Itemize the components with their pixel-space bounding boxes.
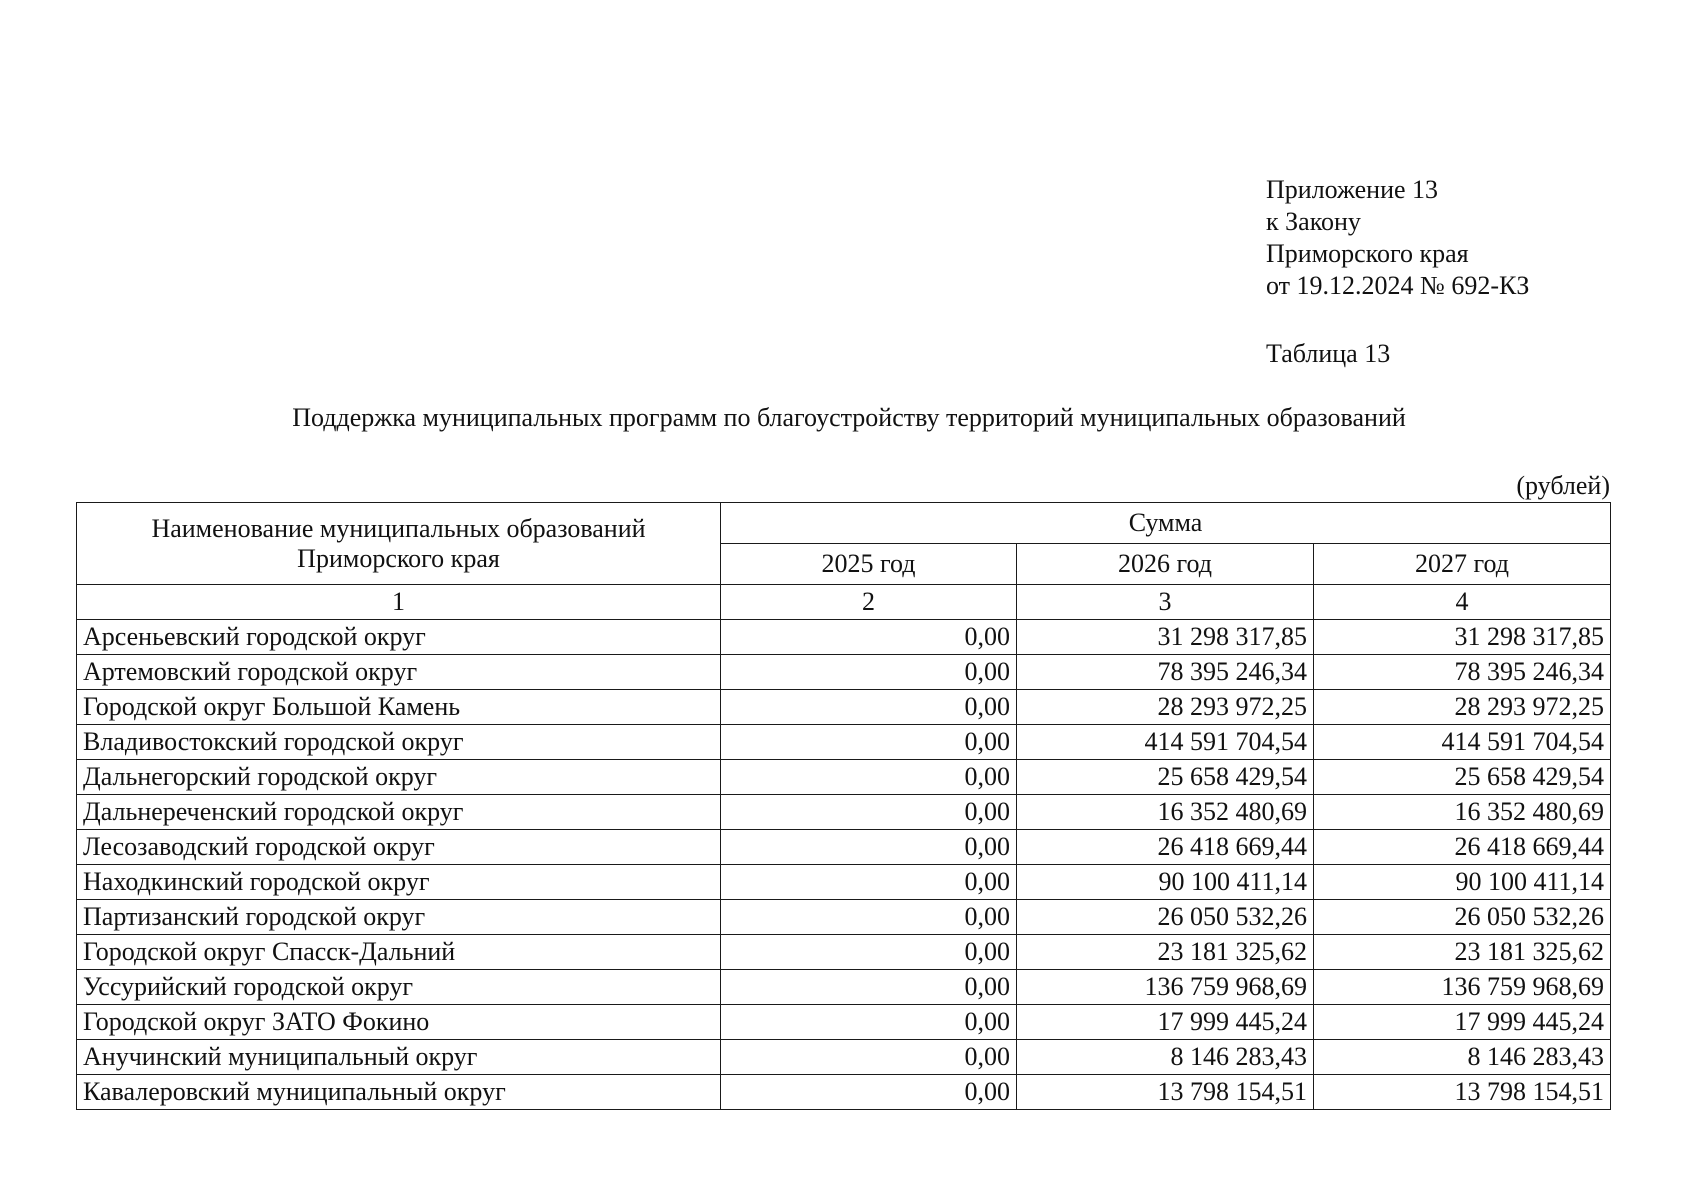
municipality-name-cell: Дальнереченский городской округ	[77, 795, 721, 830]
municipality-name-cell: Кавалеровский муниципальный округ	[77, 1075, 721, 1110]
table-row	[77, 970, 1611, 1005]
amount-2025-cell: 0,00	[721, 865, 1017, 900]
column-number-1: 1	[77, 585, 721, 620]
amount-2027-cell: 16 352 480,69	[1314, 795, 1611, 830]
column-number-3: 3	[1017, 585, 1314, 620]
amount-2027-cell: 8 146 283,43	[1314, 1040, 1611, 1075]
amount-2025-cell: 0,00	[721, 1075, 1017, 1110]
table-row	[77, 1005, 1611, 1040]
amount-2026-cell: 13 798 154,51	[1017, 1075, 1314, 1110]
amount-2027-cell: 23 181 325,62	[1314, 935, 1611, 970]
amount-2025-cell: 0,00	[721, 725, 1017, 760]
amount-2025-cell: 0,00	[721, 1005, 1017, 1040]
municipality-name-cell: Анучинский муниципальный округ	[77, 1040, 721, 1075]
table-row	[77, 865, 1611, 900]
municipality-name-cell: Уссурийский городской округ	[77, 970, 721, 1005]
table-row	[77, 655, 1611, 690]
document-title: Поддержка муниципальных программ по благоустройству территорий муниципальных образований	[292, 403, 1406, 432]
column-number-2: 2	[721, 585, 1017, 620]
column-number-row	[77, 585, 1611, 620]
amount-2026-cell: 23 181 325,62	[1017, 935, 1314, 970]
table-row	[77, 830, 1611, 865]
budget-table	[76, 502, 1611, 1110]
municipality-name-cell: Городской округ Большой Камень	[77, 690, 721, 725]
table-row	[77, 690, 1611, 725]
column-number-4: 4	[1314, 585, 1611, 620]
amount-2026-cell: 17 999 445,24	[1017, 1005, 1314, 1040]
header-year-2025: 2025 год	[721, 544, 1017, 585]
amount-2027-cell: 414 591 704,54	[1314, 725, 1611, 760]
amount-2027-cell: 13 798 154,51	[1314, 1075, 1611, 1110]
amount-2027-cell: 17 999 445,24	[1314, 1005, 1611, 1040]
municipality-name-cell: Городской округ Спасск-Дальний	[77, 935, 721, 970]
amount-2026-cell: 31 298 317,85	[1017, 620, 1314, 655]
amount-2027-cell: 78 395 246,34	[1314, 655, 1611, 690]
amount-2026-cell: 25 658 429,54	[1017, 760, 1314, 795]
table-row	[77, 900, 1611, 935]
amount-2026-cell: 90 100 411,14	[1017, 865, 1314, 900]
municipality-name-cell: Дальнегорский городской округ	[77, 760, 721, 795]
amount-2025-cell: 0,00	[721, 970, 1017, 1005]
appendix-line-1: Приложение 13	[1266, 175, 1439, 204]
amount-2027-cell: 28 293 972,25	[1314, 690, 1611, 725]
header-year-2026: 2026 год	[1017, 544, 1314, 585]
table-row	[77, 935, 1611, 970]
units-label: (рублей)	[1516, 471, 1610, 500]
amount-2026-cell: 26 050 532,26	[1017, 900, 1314, 935]
header-sum: Сумма	[721, 503, 1611, 544]
table-row	[77, 620, 1611, 655]
amount-2025-cell: 0,00	[721, 830, 1017, 865]
municipality-name-cell: Арсеньевский городской округ	[77, 620, 721, 655]
appendix-block	[1266, 174, 1529, 302]
municipality-name-cell: Владивостокский городской округ	[77, 725, 721, 760]
amount-2025-cell: 0,00	[721, 690, 1017, 725]
amount-2025-cell: 0,00	[721, 795, 1017, 830]
amount-2027-cell: 26 418 669,44	[1314, 830, 1611, 865]
amount-2027-cell: 26 050 532,26	[1314, 900, 1611, 935]
appendix-line-3: Приморского края	[1266, 239, 1469, 268]
amount-2027-cell: 136 759 968,69	[1314, 970, 1611, 1005]
amount-2025-cell: 0,00	[721, 1040, 1017, 1075]
header-row-top	[77, 503, 1611, 544]
table-row	[77, 1075, 1611, 1110]
amount-2026-cell: 414 591 704,54	[1017, 725, 1314, 760]
amount-2026-cell: 8 146 283,43	[1017, 1040, 1314, 1075]
amount-2027-cell: 90 100 411,14	[1314, 865, 1611, 900]
amount-2025-cell: 0,00	[721, 900, 1017, 935]
municipality-name-cell: Артемовский городской округ	[77, 655, 721, 690]
amount-2025-cell: 0,00	[721, 935, 1017, 970]
appendix-line-4: от 19.12.2024 № 692-КЗ	[1266, 271, 1530, 300]
table-row	[77, 795, 1611, 830]
table-row	[77, 725, 1611, 760]
amount-2026-cell: 16 352 480,69	[1017, 795, 1314, 830]
header-name-column: Наименование муниципальных образований Приморского края	[77, 503, 721, 585]
municipality-name-cell: Находкинский городской округ	[77, 865, 721, 900]
amount-2026-cell: 136 759 968,69	[1017, 970, 1314, 1005]
table-row	[77, 760, 1611, 795]
table-row	[77, 1040, 1611, 1075]
amount-2026-cell: 28 293 972,25	[1017, 690, 1314, 725]
amount-2025-cell: 0,00	[721, 620, 1017, 655]
municipality-name-cell: Лесозаводский городской округ	[77, 830, 721, 865]
table-label: Таблица 13	[1266, 339, 1391, 368]
amount-2026-cell: 26 418 669,44	[1017, 830, 1314, 865]
appendix-line-2: к Закону	[1266, 207, 1361, 236]
amount-2027-cell: 25 658 429,54	[1314, 760, 1611, 795]
municipality-name-cell: Городской округ ЗАТО Фокино	[77, 1005, 721, 1040]
amount-2027-cell: 31 298 317,85	[1314, 620, 1611, 655]
municipality-name-cell: Партизанский городской округ	[77, 900, 721, 935]
amount-2025-cell: 0,00	[721, 760, 1017, 795]
amount-2025-cell: 0,00	[721, 655, 1017, 690]
header-year-2027: 2027 год	[1314, 544, 1611, 585]
amount-2026-cell: 78 395 246,34	[1017, 655, 1314, 690]
